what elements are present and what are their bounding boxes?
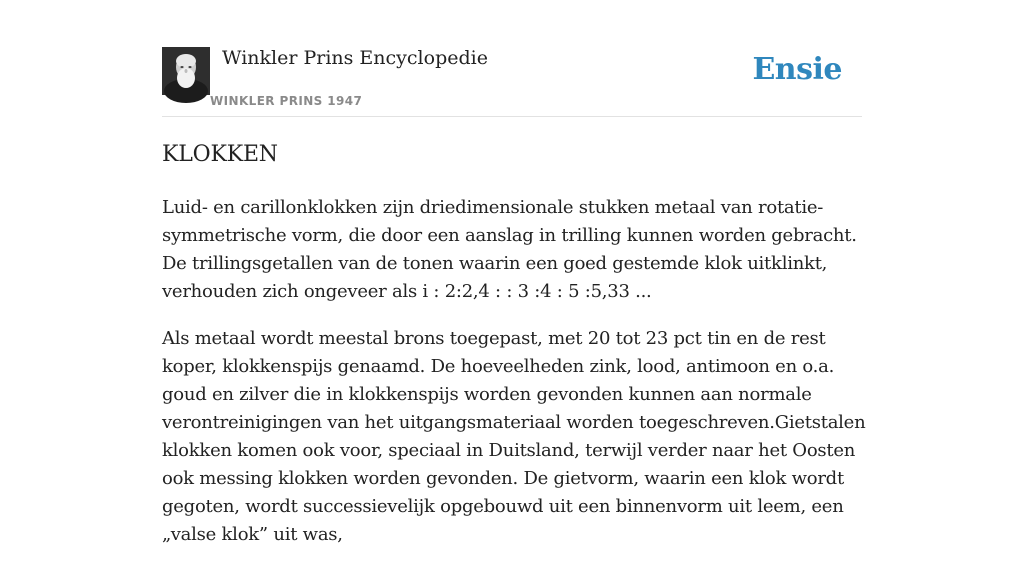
article-paragraph: Luid- en carillonklokken zijn driedimensionale stukken metaal van rotatie-symmetrische vorm, die door een aanslag in trilling kunnen worden gebracht. De trillingsgetallen van de tonen waarin een goed gestemde klok uitklinkt, verhouden zich ongeveer als i : 2:2,4 : : 3 :4 : 5 :5,33 ... [162, 197, 857, 302]
article-paragraph: Als metaal wordt meestal brons toegepast, met 20 tot 23 pct tin en de rest koper, klokkenspijs genaamd. De hoeveelheden zink, lood, antimoon en o.a. goud en zilver die in klokkenspijs worden gevonden kunnen aan normale verontreinigingen van het uitgangsmateriaal worden toegeschreven.Gietstalen klokken komen ook voor, speciaal in Duitsland, terwijl verder naar het Oosten ook messing klokken worden gevonden. De gietvorm, waarin een klok wordt gegoten, wordt successievelijk opgebouwd uit een binnenvorm uit leem, een „valse klok” uit was, [162, 328, 866, 545]
source-label[interactable]: WINKLER PRINS 1947 [210, 94, 363, 108]
portrait-image [162, 47, 210, 95]
article [162, 140, 866, 568]
article-title: KLOKKEN [162, 142, 278, 167]
ensie-logo[interactable]: Ensie [752, 52, 842, 87]
avatar[interactable] [162, 47, 210, 95]
site-title[interactable]: Winkler Prins Encyclopedie [222, 47, 488, 69]
site-header [162, 46, 862, 117]
